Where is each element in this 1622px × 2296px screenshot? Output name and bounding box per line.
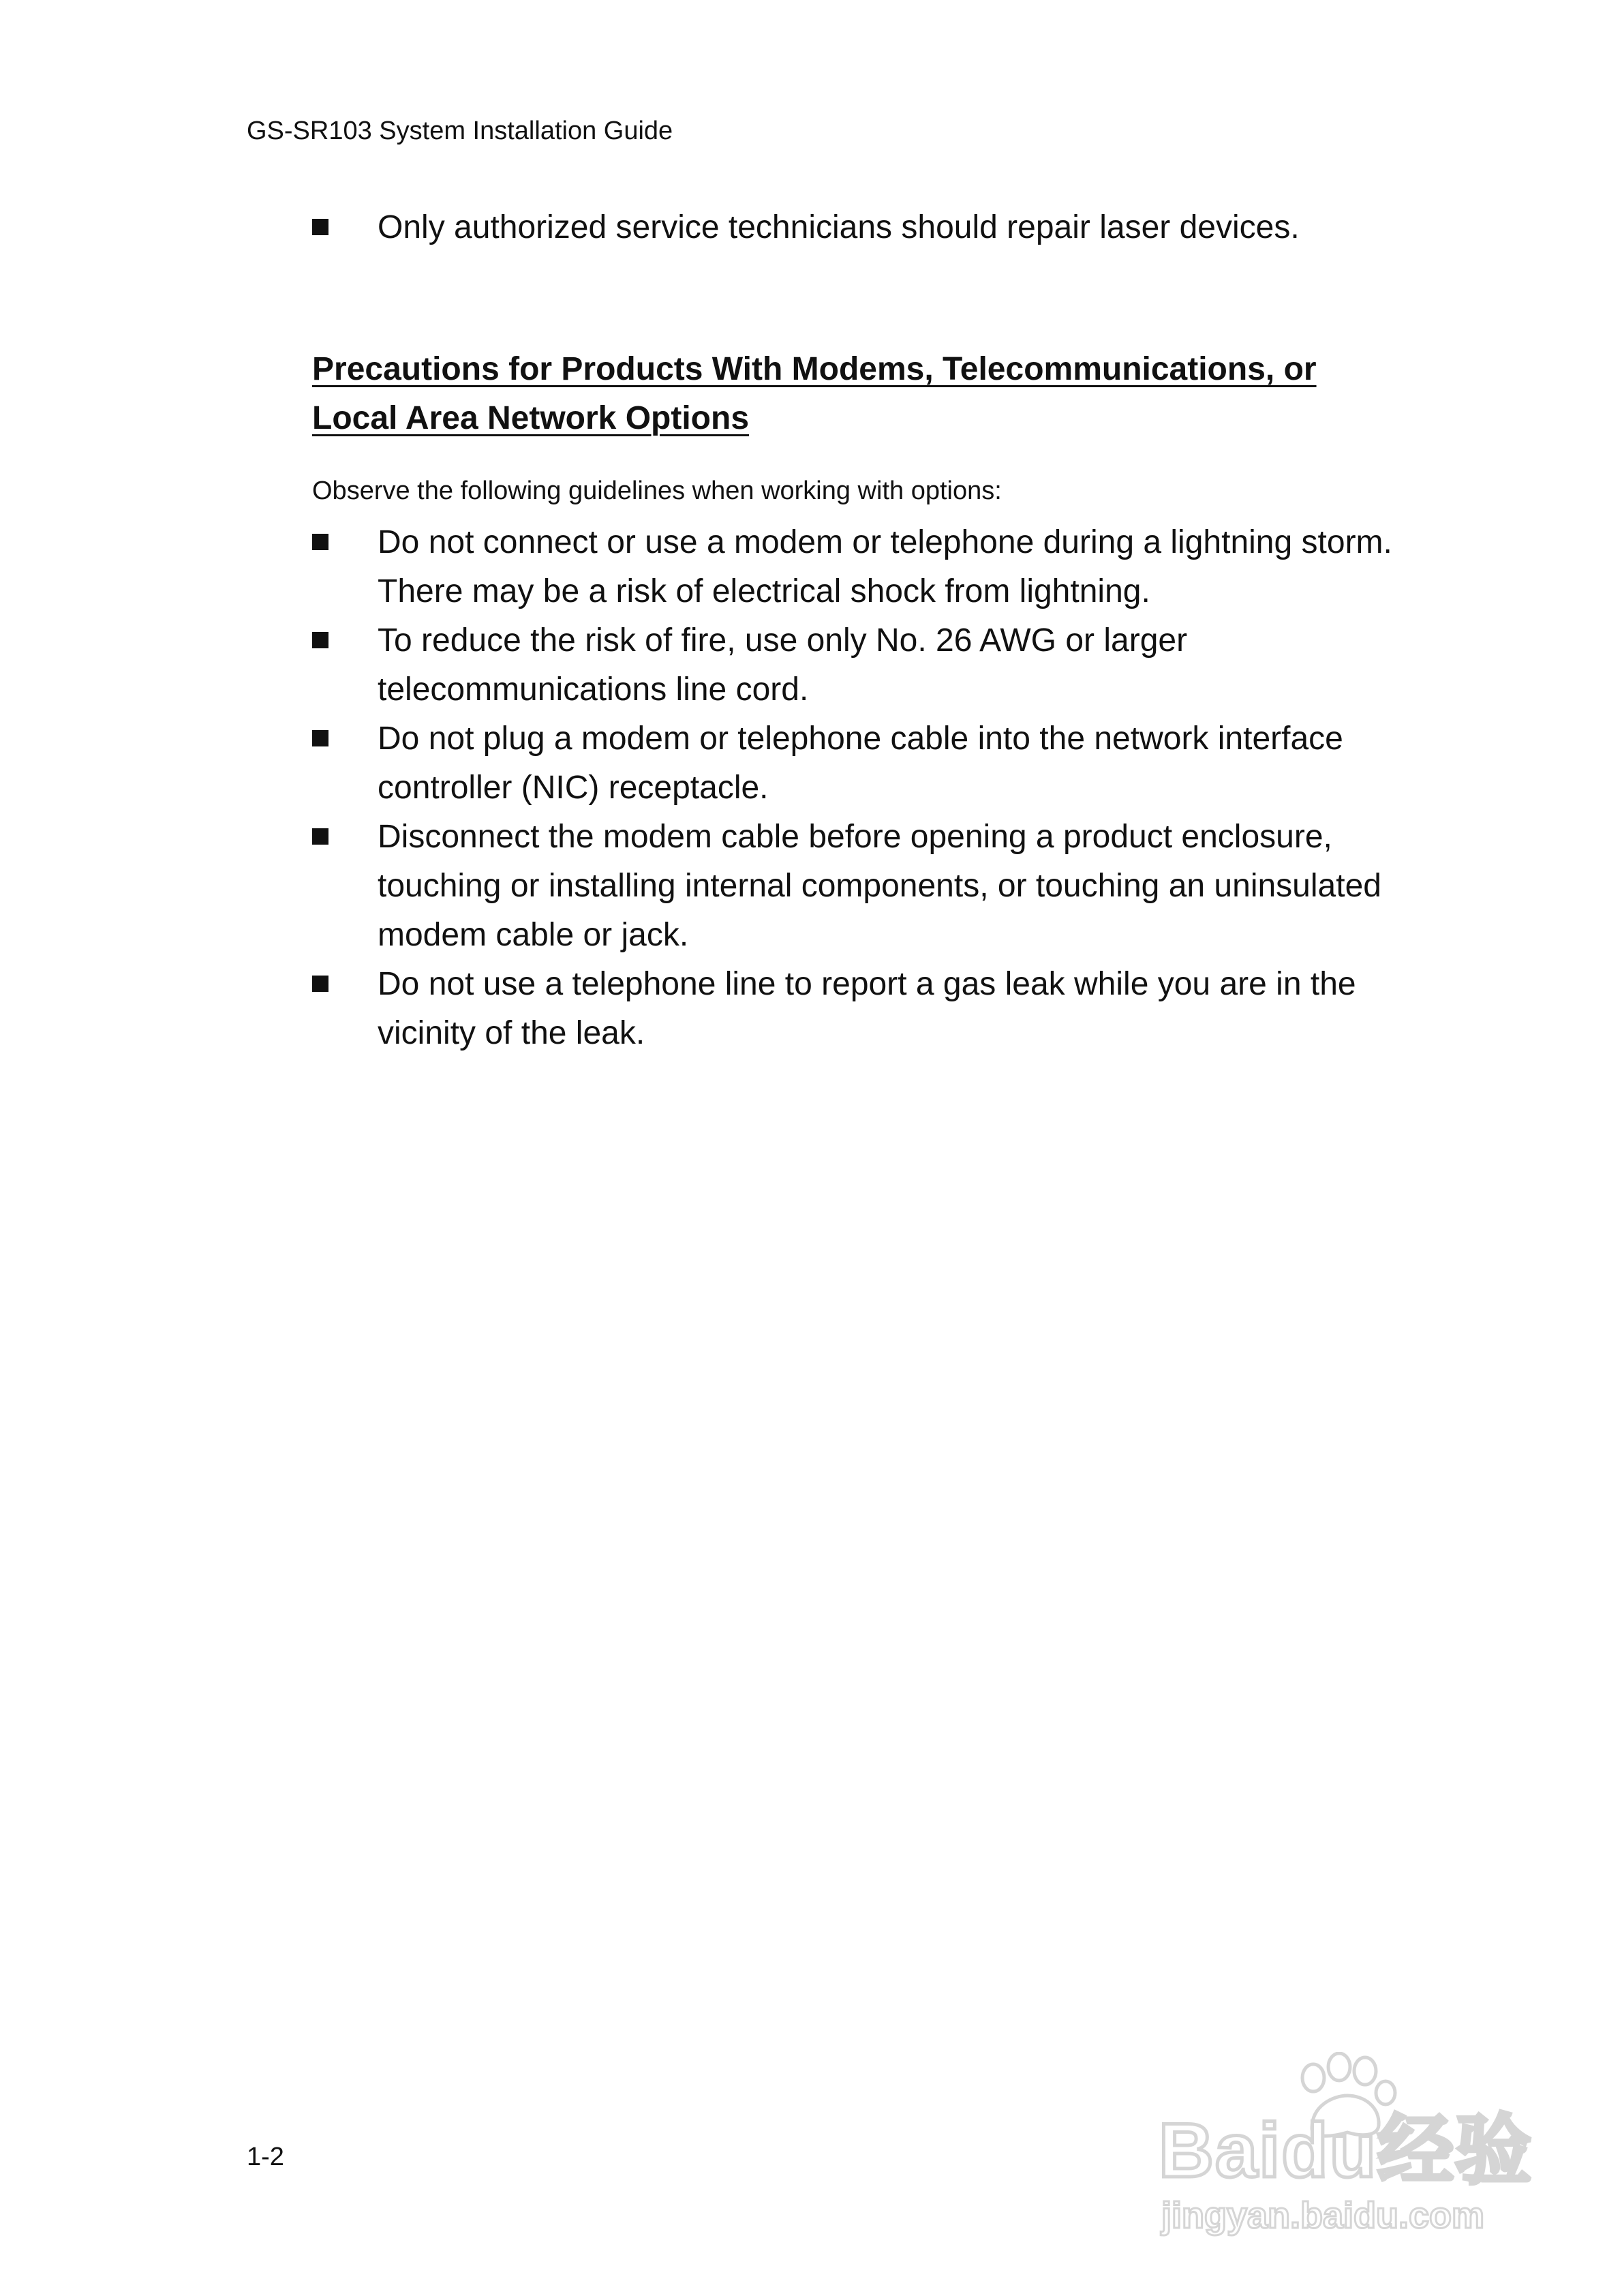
watermark-brand: Baidu经验 [1159, 2108, 1533, 2193]
list-item [312, 813, 1403, 960]
top-bullet-item [312, 203, 1403, 252]
square-bullet-icon [312, 976, 328, 992]
square-bullet-icon [312, 828, 328, 845]
section-intro: Observe the following guidelines when working with options: [312, 477, 1002, 505]
square-bullet-icon [312, 219, 328, 235]
section-heading-line: Local Area Network Options [312, 400, 750, 436]
running-header: GS-SR103 System Installation Guide [247, 117, 673, 145]
list-item-line: touching or installing internal components, or touching an uninsulated [378, 868, 1381, 904]
square-bullet-icon [312, 632, 328, 648]
list-item-line: To reduce the risk of fire, use only No. 26 AWG or larger [378, 622, 1188, 659]
page-number: 1-2 [247, 2143, 284, 2171]
section-heading-line: Precautions for Products With Modems, Telecommunications, or [312, 351, 1317, 387]
list-item [312, 518, 1403, 616]
square-bullet-icon [312, 730, 328, 746]
baidu-watermark [1152, 2052, 1533, 2243]
list-item-line: There may be a risk of electrical shock from lightning. [378, 573, 1150, 609]
square-bullet-icon [312, 534, 328, 550]
list-item-line: Do not plug a modem or telephone cable into the network interface [378, 721, 1343, 757]
list-item-line: Do not use a telephone line to report a gas leak while you are in the [378, 966, 1356, 1002]
list-item [312, 616, 1403, 714]
list-item-line: modem cable or jack. [378, 917, 689, 953]
list-item-line: Disconnect the modem cable before opening a product enclosure, [378, 819, 1332, 855]
list-item-line: Do not connect or use a modem or telephone during a lightning storm. [378, 524, 1392, 560]
precautions-list [312, 518, 1403, 1058]
section-heading [312, 345, 1403, 443]
list-item [312, 960, 1403, 1058]
list-item-line: controller (NIC) receptacle. [378, 770, 769, 806]
list-item [312, 714, 1403, 813]
list-item-line: telecommunications line cord. [378, 671, 809, 708]
list-item-line: vicinity of the leak. [378, 1015, 645, 1051]
list-item-text: Only authorized service technicians should repair laser devices. [378, 209, 1300, 245]
watermark-url: jingyan.baidu.com [1161, 2195, 1485, 2236]
list-item [312, 203, 1403, 252]
